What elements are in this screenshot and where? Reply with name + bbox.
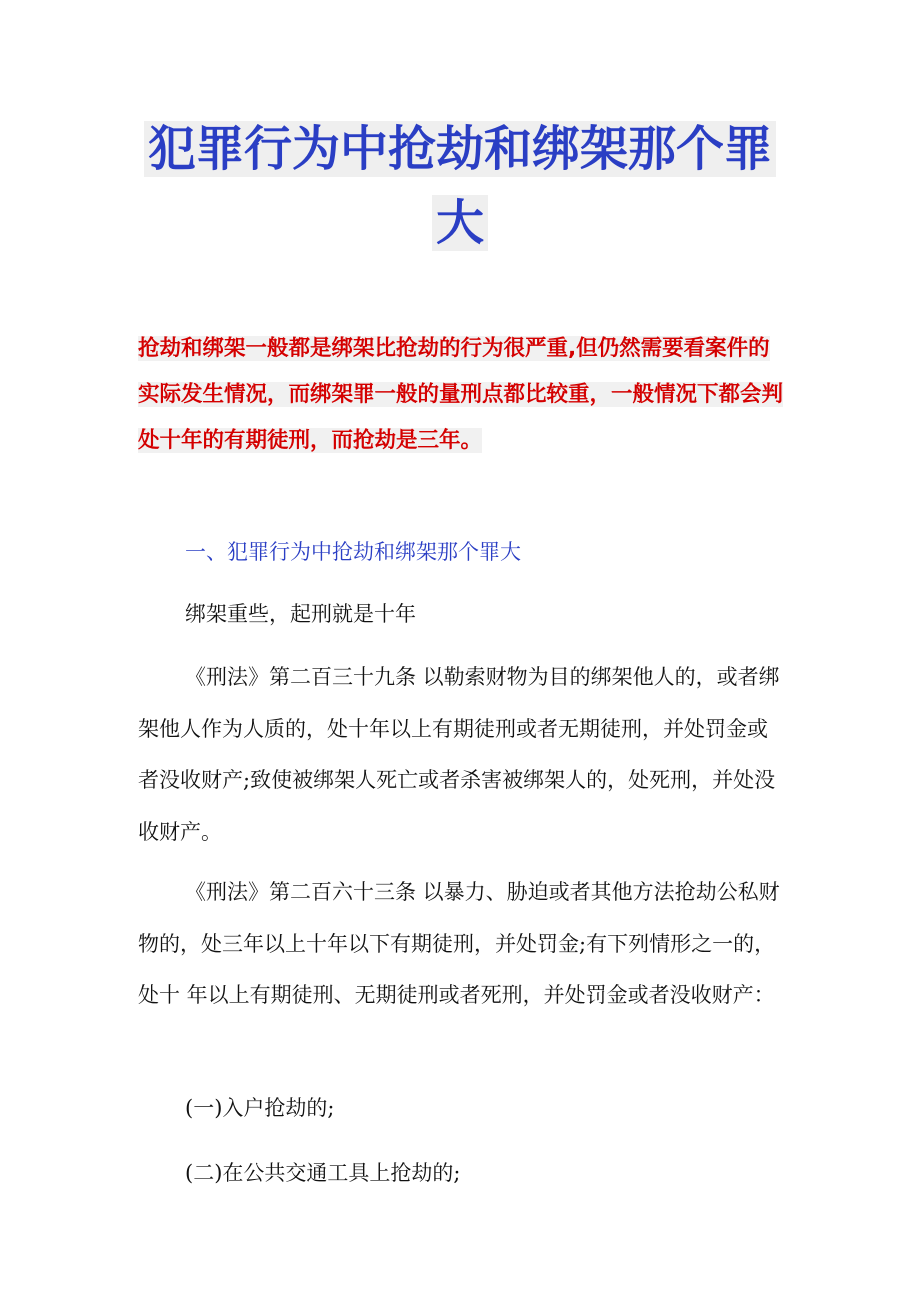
- summary-paragraph: [138, 326, 788, 464]
- body-paragraph-5: (二)在公共交通工具上抢劫的;: [185, 1161, 461, 1185]
- document-title-line1: 犯罪行为中抢劫和绑架那个罪: [144, 121, 776, 177]
- document-title-line2: 大: [432, 195, 488, 251]
- body-paragraph-3: 《刑法》第二百六十三条 以暴力、胁迫或者其他方法抢劫公私财物的，处三年以上十年以下有期徒刑，并处罚金;有下列情形之一的，处十 年以上有期徒刑、无期徒刑或者死刑，并处罚金或者没收财产：: [138, 880, 780, 1007]
- summary-text: 抢劫和绑架一般都是绑架比抢劫的行为很严重,但仍然需要看案件的实际发生情况，而绑架罪一般的量刑点都比较重，一般情况下都会判处十年的有期徒刑，而抢劫是三年。: [138, 336, 784, 453]
- body-paragraph-2: 《刑法》第二百三十九条 以勒索财物为目的绑架他人的，或者绑架他人作为人质的，处十年以上有期徒刑或者无期徒刑，并处罚金或者没收财产;致使被绑架人死亡或者杀害被绑架人的，处死刑，并处没收财产。: [138, 665, 780, 844]
- body-paragraph-4: (一)入户抢劫的;: [185, 1096, 335, 1120]
- body-paragraph-1: 绑架重些，起刑就是十年: [185, 602, 416, 626]
- document-title: [0, 112, 920, 260]
- section-heading: 一、犯罪行为中抢劫和绑架那个罪大: [185, 540, 521, 564]
